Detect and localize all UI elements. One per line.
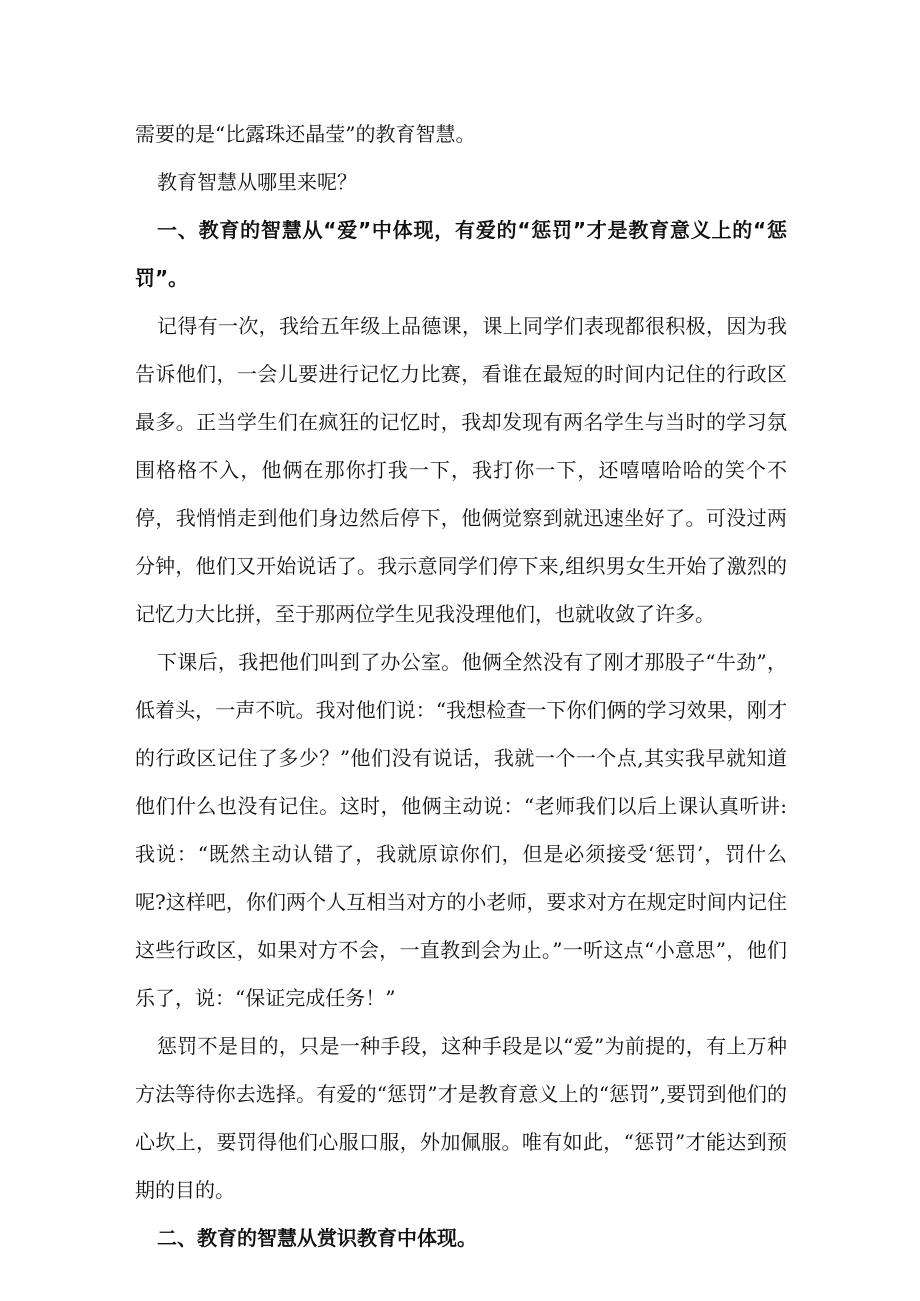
paragraph-intro-continuation: 需要的是“比露珠还晶莹”的教育智慧。 xyxy=(135,122,476,146)
section-heading-2: 二、教育的智慧从赏识教育中体现。 xyxy=(157,1226,477,1250)
section-heading-1: 一、教育的智慧从“爱”中体现，有爱的“惩罚”才是教育意义上的“惩罚”。 xyxy=(135,218,787,290)
paragraph-story-class: 记得有一次，我给五年级上品德课，课上同学们表现都很积极，因为我告诉他们，一会儿要进行记忆力比赛，看谁在最短的时间内记住的行政区最多。正当学生们在疯狂的记忆时，我却发现有两名学生与当时的学习氛围格格不入，他俩在那你打我一下，我打你一下，还嘻嘻哈哈的笑个不停，我悄悄走到他们身边然后停下，他俩觉察到就迅速坐好了。可没过两分钟，他们又开始说话了。我示意同学们停下来,组织男女生开始了激烈的记忆力大比拼，至于那两位学生见我没理他们，也就收敛了许多。 xyxy=(135,314,787,626)
paragraph-story-office: 下课后，我把他们叫到了办公室。他俩全然没有了刚才那股子“牛劲”，低着头，一声不吭。我对他们说：“我想检查一下你们俩的学习效果，刚才的行政区记住了多少？”他们没有说话，我就一个一个点,其实我早就知道他们什么也没有记住。这时，他俩主动说：“老师我们以后上课认真听讲:我说：“既然主动认错了，我就原谅你们，但是必须接受‘惩罚’，罚什么呢?这样吧，你们两个人互相当对方的小老师，要求对方在规定时间内记住这些行政区，如果对方不会，一直教到会为止。”一听这点“小意思”，他们乐了，说：“保证完成任务！” xyxy=(135,650,787,1010)
paragraph-reflection: 惩罚不是目的，只是一种手段，这种手段是以“爱”为前提的，有上万种方法等待你去选择。有爱的“惩罚”才是教育意义上的“惩罚”,要罚到他们的心坎上，要罚得他们心服口服，外加佩服。唯有如此，“惩罚”才能达到预期的目的。 xyxy=(135,1034,787,1202)
document-body xyxy=(135,110,787,1262)
paragraph-question: 教育智慧从哪里来呢？ xyxy=(157,170,357,194)
